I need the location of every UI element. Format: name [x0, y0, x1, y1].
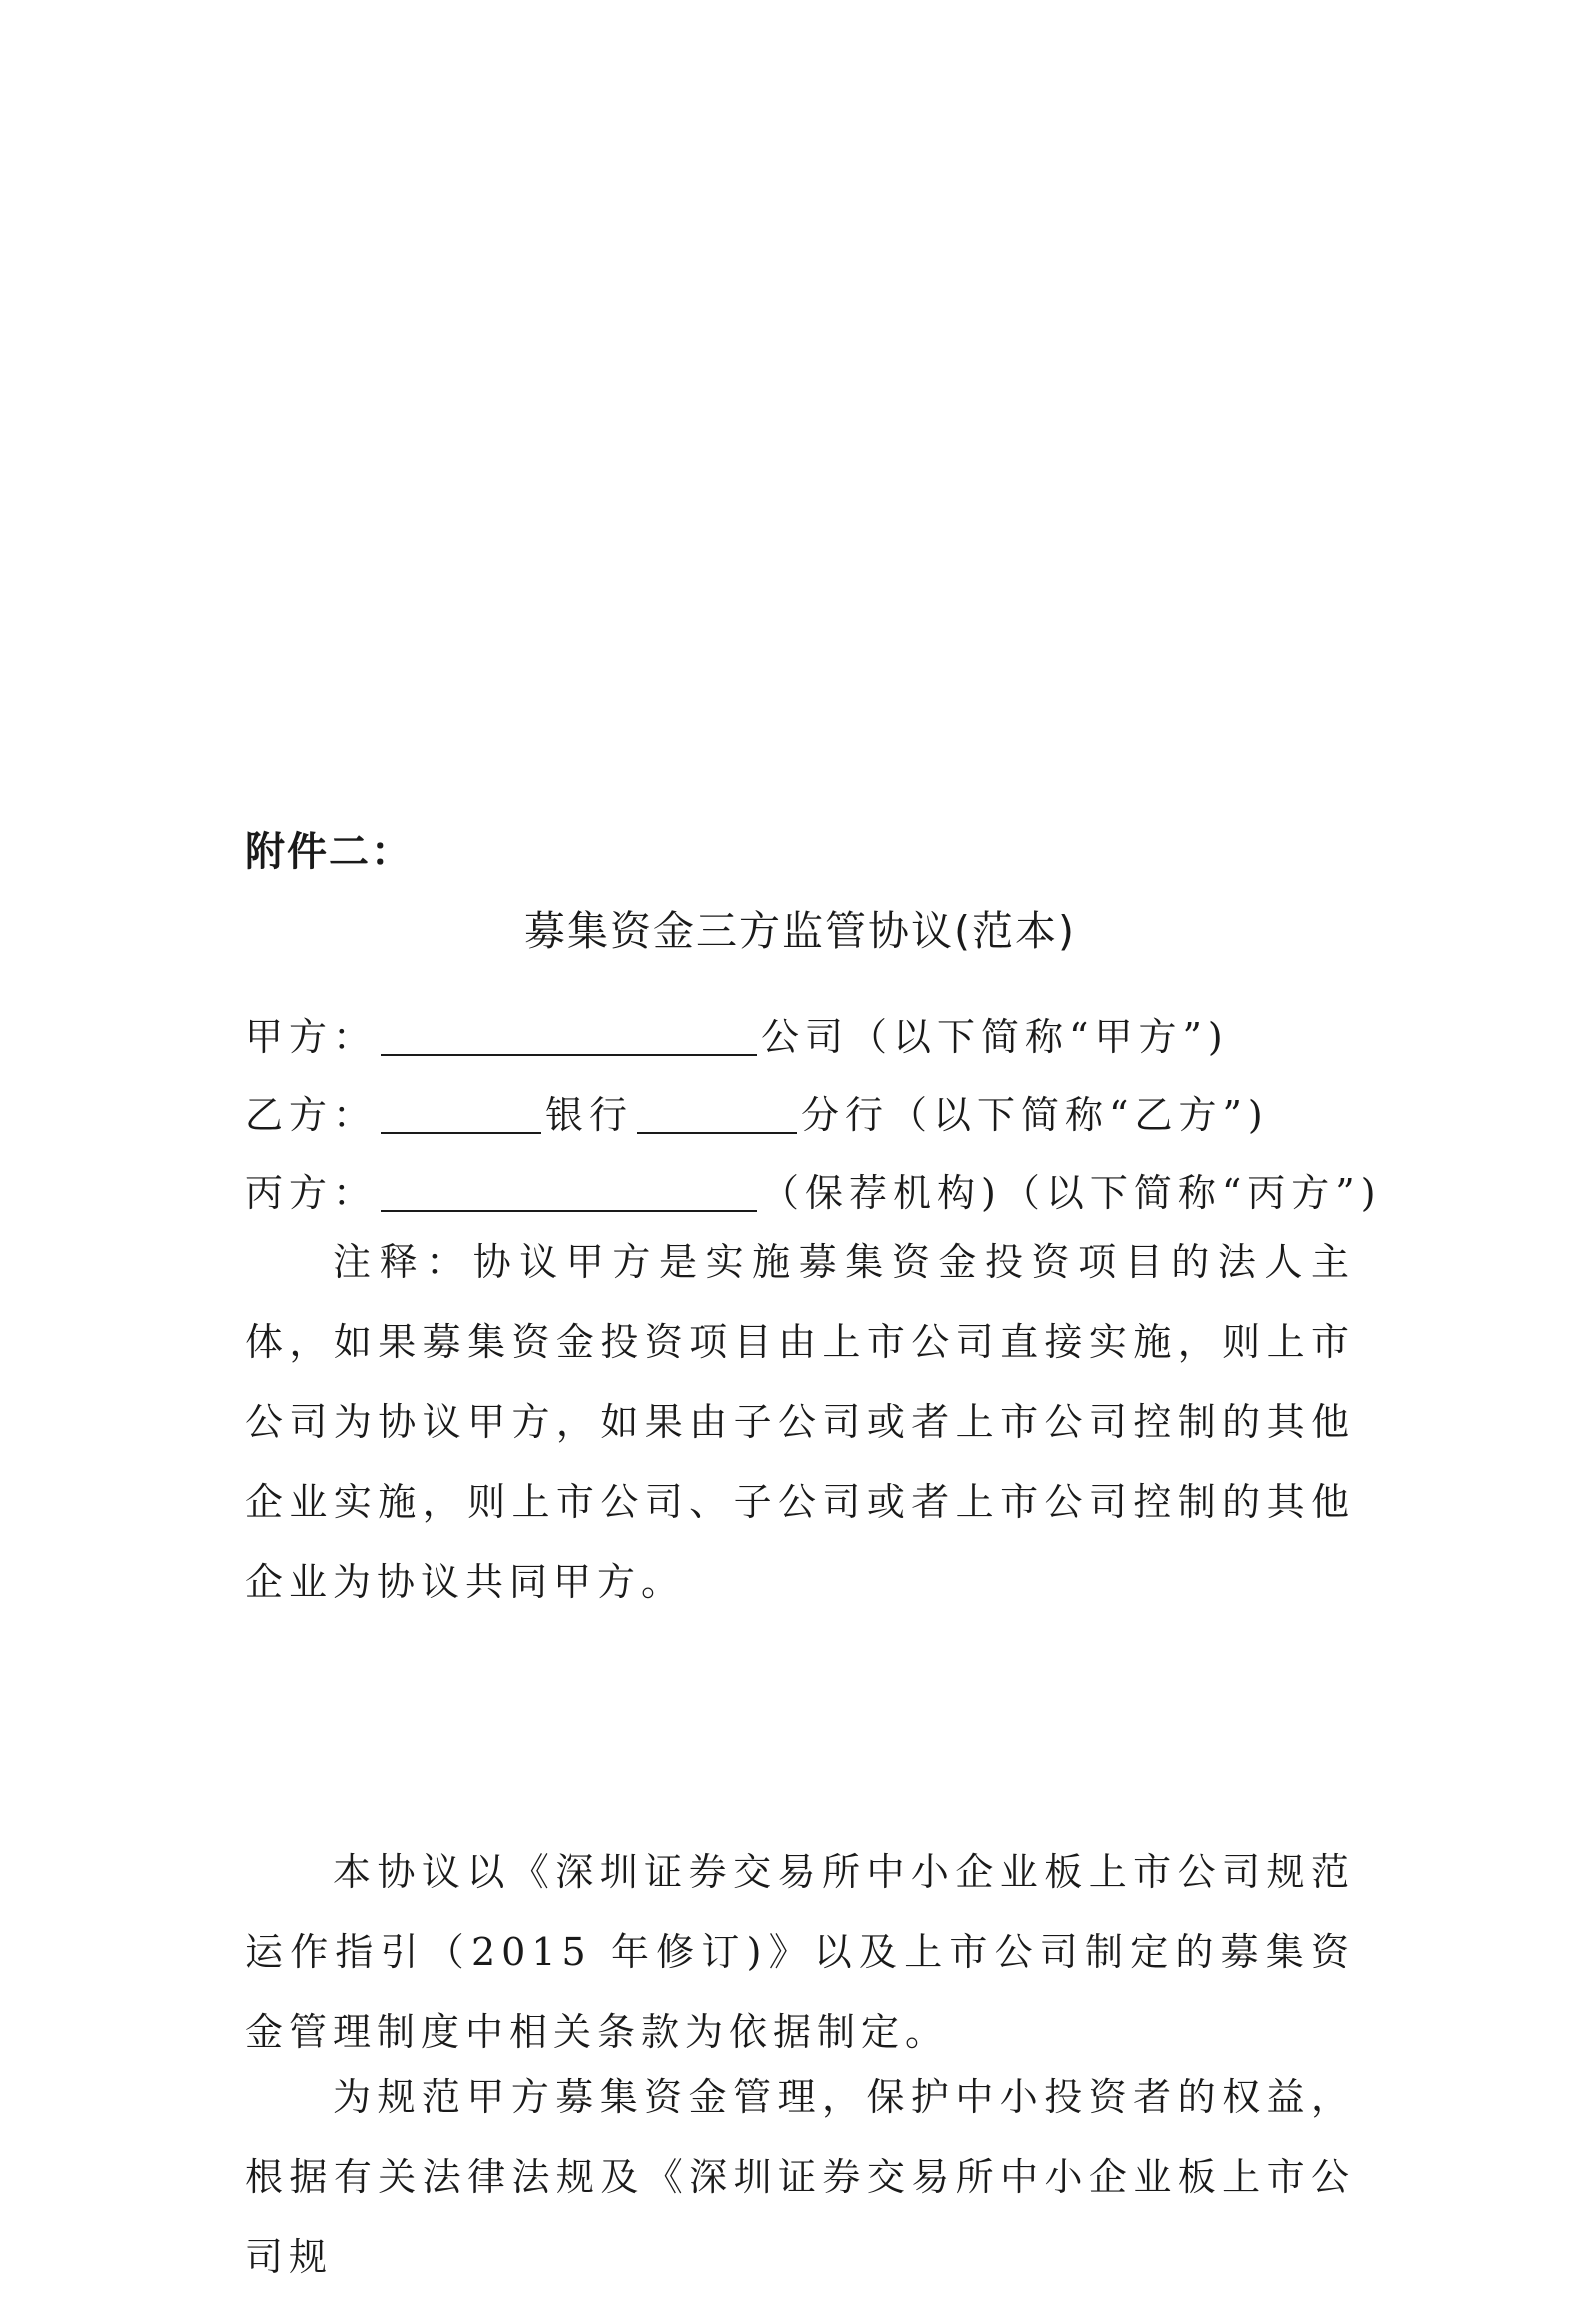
document-title: 募集资金三方监管协议(范本) [524, 907, 1076, 955]
party-a-suffix: 公司（以下简称“甲方”) [761, 1015, 1229, 1059]
basis-paragraph: 本协议以《深圳证券交易所中小企业板上市公司规范运作指引（2015 年修订)》以及上市公司制定的募集资金管理制度中相关条款为依据制定。 [245, 1850, 1355, 2054]
party-b-branch-blank [637, 1096, 797, 1134]
attachment-label: 附件二： [245, 829, 413, 875]
party-a-prefix: 甲方： [245, 1015, 378, 1059]
party-b-bank-blank [381, 1096, 541, 1134]
party-c-suffix: （保荐机构)（以下简称“丙方”) [761, 1171, 1382, 1215]
purpose-paragraph: 为规范甲方募集资金管理，保护中小投资者的权益，根据有关法律法规及《深圳证券交易所中小企业板上市公司规 [245, 2075, 1355, 2279]
party-b-prefix: 乙方： [245, 1093, 378, 1137]
party-c-sponsor-blank [381, 1174, 757, 1212]
party-b-suffix: 分行（以下简称“乙方”) [801, 1093, 1269, 1137]
party-c-line [245, 1168, 1382, 1218]
party-a-company-blank [381, 1018, 757, 1056]
party-a-line [245, 1012, 1229, 1062]
party-b-line [245, 1090, 1269, 1140]
party-b-middle: 银行 [545, 1093, 634, 1137]
note-paragraph: 注释：协议甲方是实施募集资金投资项目的法人主体，如果募集资金投资项目由上市公司直接实施，则上市公司为协议甲方，如果由子公司或者上市公司控制的其他企业实施，则上市公司、子公司或者上市公司控制的其他企业为协议共同甲方。 [245, 1240, 1355, 1604]
party-c-prefix: 丙方： [245, 1171, 378, 1215]
